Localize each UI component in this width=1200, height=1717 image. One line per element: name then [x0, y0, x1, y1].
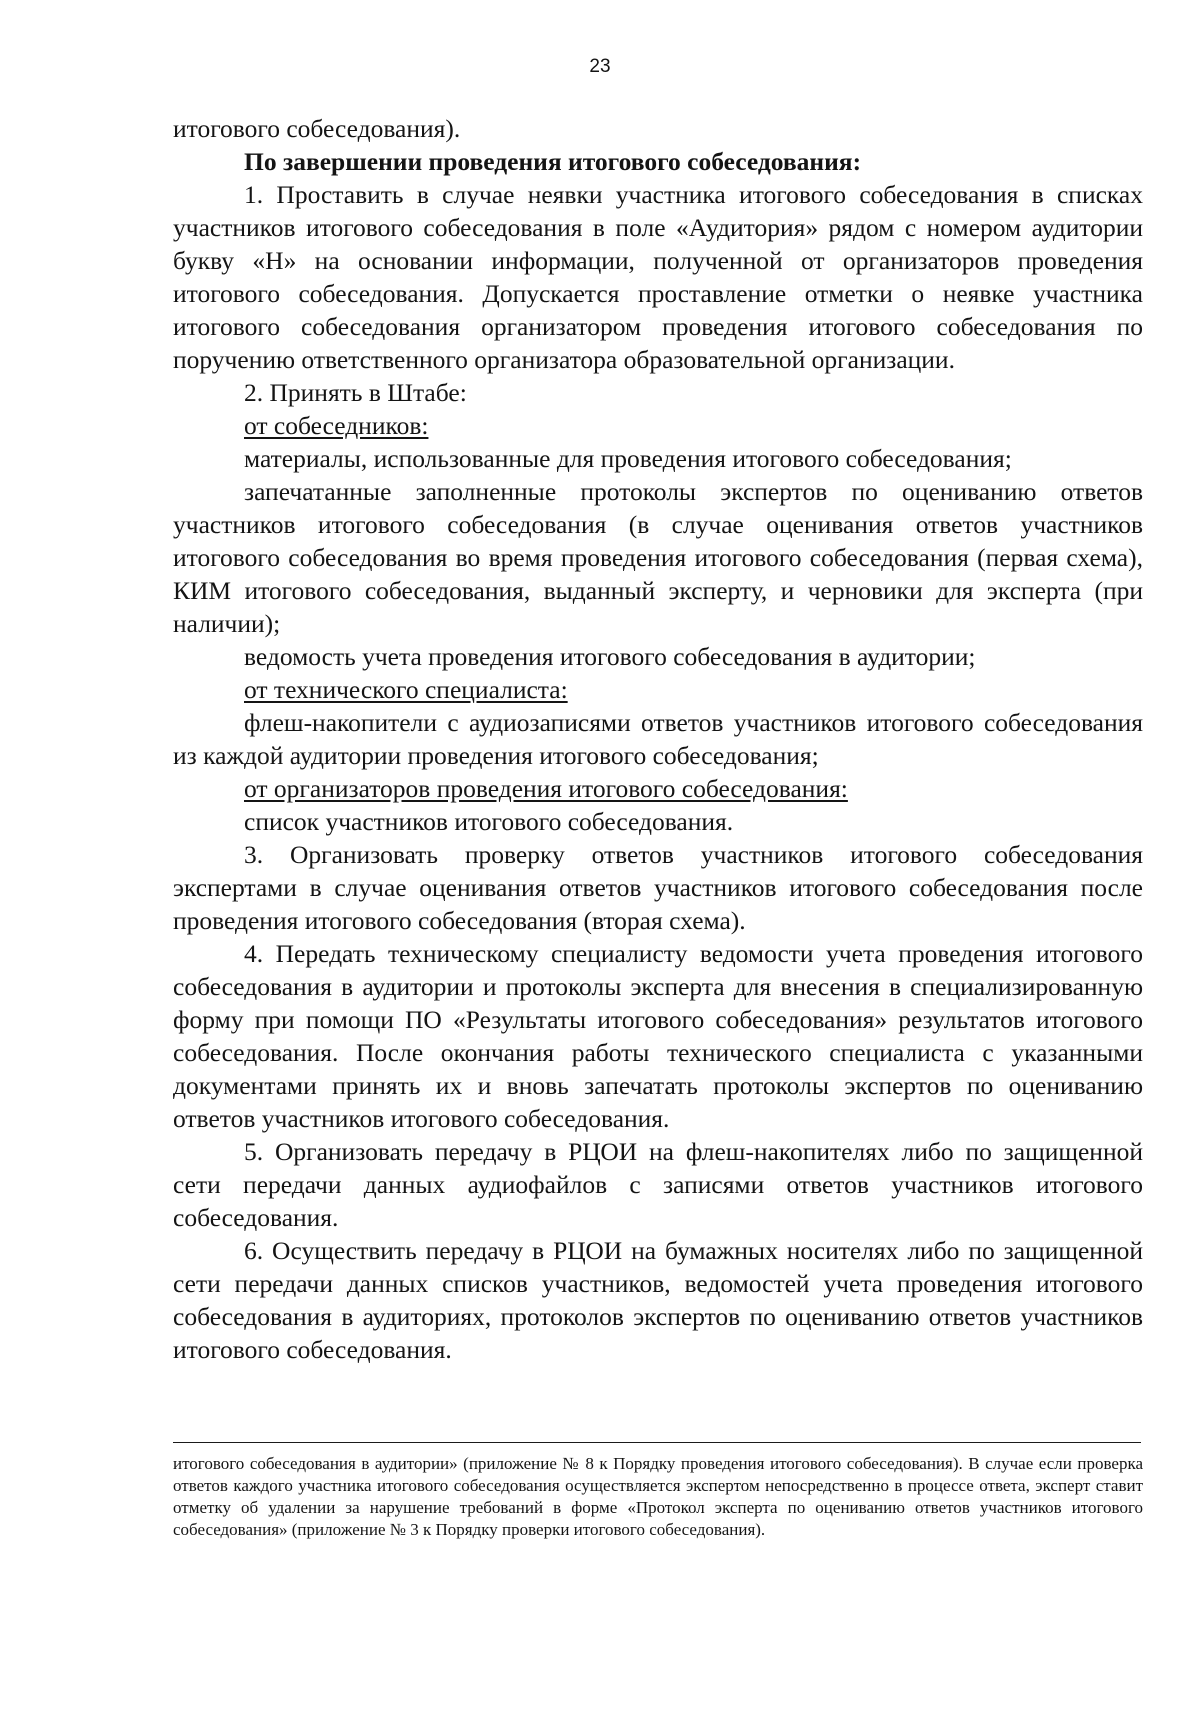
subheading-text: от организаторов проведения итогового собеседования: — [244, 774, 848, 803]
page-number: 23 — [589, 56, 611, 77]
subheading-from-organizers — [173, 772, 1143, 805]
list-item-materials: материалы, использованные для проведения итогового собеседования; — [244, 444, 1012, 473]
paragraph-item-4: 4. Передать техническому специалисту ведомости учета проведения итогового собеседования в аудитории и протоколы эксперта для внесения в специализированную форму при помощи ПО «Результаты итогового собеседования» результатов итогового собеседования. После окончания работы технического специалиста с указанными документами принять их и вновь запечатать протоколы экспертов по оцениванию ответов участников итогового собеседования. — [173, 939, 1143, 1133]
paragraph-item-1: 1. Проставить в случае неявки участника итогового собеседования в списках участников итогового собеседования в поле «Аудитория» рядом с номером аудитории букву «Н» на основании информации, полученной от организаторов проведения итогового собеседования. Допускается проставление отметки о неявке участника итогового собеседования организатором проведения итогового собеседования по поручению ответственного организатора образовательной организации. — [173, 180, 1143, 374]
subheading-from-technician — [173, 673, 1143, 706]
paragraph-item-6: 6. Осуществить передачу в РЦОИ на бумажных носителях либо по защищенной сети передачи данных списков участников, ведомостей учета проведения итогового собеседования в аудиториях, протоколов экспертов по оцениванию ответов участников итогового собеседования. — [173, 1236, 1143, 1364]
list-item-sealed-protocols: запечатанные заполненные протоколы экспертов по оцениванию ответов участников итогового собеседования (в случае оценивания ответов участников итогового собеседования во время проведения итогового собеседования (первая схема), КИМ итогового собеседования, выданный эксперту, и черновики для эксперта (при наличии); — [173, 477, 1143, 638]
list-item-participant-list: список участников итогового собеседования. — [244, 807, 734, 836]
paragraph-item-2: 2. Принять в Штабе: — [244, 378, 467, 407]
section-heading: По завершении проведения итогового собеседования: — [244, 147, 862, 176]
document-body — [173, 112, 1143, 1366]
footnote-divider — [173, 1442, 1141, 1443]
subheading-text: от технического специалиста: — [244, 675, 568, 704]
continuation-line: итогового собеседования). — [173, 114, 461, 143]
paragraph-item-3: 3. Организовать проверку ответов участников итогового собеседования экспертами в случае оценивания ответов участников итогового собеседования после проведения итогового собеседования (вторая схема). — [173, 840, 1143, 935]
subheading-from-interlocutors — [173, 409, 1143, 442]
list-item-attendance-sheet: ведомость учета проведения итогового собеседования в аудитории; — [244, 642, 976, 671]
footnote-text: итогового собеседования в аудитории» (приложение № 8 к Порядку проведения итогового собеседования). В случае если проверка ответов каждого участника итогового собеседования осуществляется экспертом непосредственно в процессе ответа, эксперт ставит отметку об удалении за нарушение требований в форме «Протокол эксперта по оцениванию ответов участников итогового собеседования» (приложение № 3 к Порядку проверки итогового собеседования). — [173, 1454, 1143, 1539]
list-item-flash-drives: флеш-накопители с аудиозаписями ответов участников итогового собеседования из каждой аудитории проведения итогового собеседования; — [173, 708, 1143, 770]
paragraph-item-5: 5. Организовать передачу в РЦОИ на флеш-накопителях либо по защищенной сети передачи данных аудиофайлов с записями ответов участников итогового собеседования. — [173, 1137, 1143, 1232]
subheading-text: от собеседников: — [244, 411, 429, 440]
